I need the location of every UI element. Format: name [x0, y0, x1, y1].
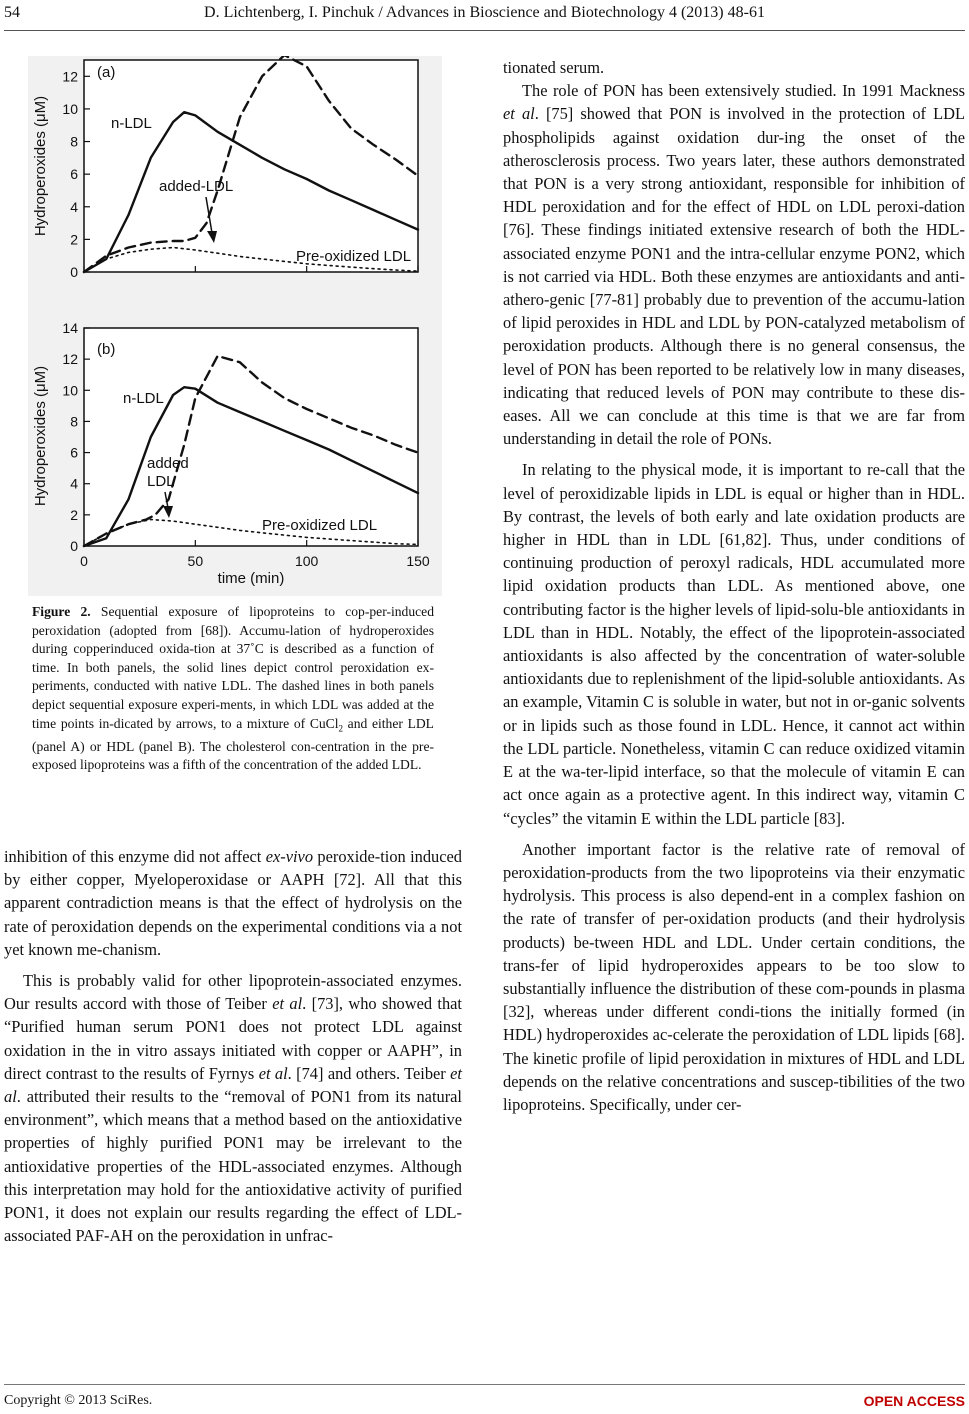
figure-caption	[32, 603, 434, 775]
right-paragraph-1: tionated serum.	[503, 58, 605, 77]
panel-b-label: (b)	[97, 341, 116, 358]
panel-b-nldl-label: n-LDL	[123, 390, 164, 407]
right-paragraph-2: The role of PON has been extensively studied. In 1991 Mackness et al. [75] showed that PON is involved in the protection of LDL phospholipids against oxidation dur-ing the onset of the atherosclerosis process. Two years later, these authors demonstrated that PON is a very strong antioxidant, responsible for inhibition of HDL peroxidation and for the effect of HDL on LDL peroxi-dation [76]. These findings initiated extensive research of both the HDL-associated enzyme PON1 and the intra-cellular enzyme PON2, which is not carried via HDL. Both these enzymes are antioxidants and anti-athero-genic [77-81] probably due to prevention of the accumu-lation of lipid peroxides in HDL and LDL by PON-catalyzed metabolism of peroxidation products. Although there is no general consensus, the level of PON has been reported to be relatively low in many diseases, indicating that reduced levels of PON may contribute to these dis-eases. All we can conclude at this time is that we are far from understanding in detail the role of PONs.	[503, 81, 966, 449]
panel-b-ytick-label: 8	[70, 413, 78, 430]
panel-a-ytick-label: 0	[70, 264, 78, 280]
panel-b-added-label-2: LDL	[147, 473, 175, 490]
panel-a-ytick-label: 2	[70, 231, 78, 248]
panel-a-nldl-label: n-LDL	[111, 115, 152, 132]
panel-b-ytick-label: 0	[70, 538, 78, 554]
panel-a-label: (a)	[97, 64, 116, 81]
left-column	[4, 845, 462, 1247]
page-number: 54	[4, 4, 20, 21]
figure-2	[28, 56, 442, 596]
x-tick-label: 100	[294, 553, 319, 569]
panel-a-preox-label: Pre-oxidized LDL	[296, 248, 412, 265]
open-access-label: OPEN ACCESS	[863, 1393, 965, 1409]
left-paragraph-1: inhibition of this enzyme did not affect ex-vivo peroxide-tion induced by either copper, Myeloperoxidase or AAPH [72]. All that this apparent contradiction means is that the effect of hydrolysis on the rate of peroxidation depends on the experimental conditions via a not yet known me-chanism.	[4, 847, 462, 959]
panel-b-ytick-label: 2	[70, 506, 78, 523]
right-column	[503, 56, 965, 1116]
panel-a-ytick-label: 8	[70, 133, 78, 150]
panel-b-ylabel: Hydroperoxides (μM)	[32, 365, 49, 507]
panel-a-ytick-label: 4	[70, 198, 78, 215]
panel-b-ytick-label: 14	[62, 320, 78, 336]
panel-b-added-label-1: added	[147, 455, 189, 472]
x-axis-label: time (min)	[217, 570, 285, 587]
figure-chart-svg	[28, 56, 442, 596]
panel-a-ytick-label: 12	[62, 68, 78, 85]
x-tick-label: 50	[187, 553, 204, 569]
panel-b-ytick-label: 6	[70, 444, 78, 461]
caption-label: Figure 2.	[32, 604, 91, 619]
panel-b-ytick-label: 4	[70, 475, 78, 492]
copyright: Copyright © 2013 SciRes.	[4, 1393, 153, 1408]
right-paragraph-4: Another important factor is the relative rate of removal of peroxidation-products from the two lipoproteins via their enzymatic hydrolysis. This process is also depend-ent in a complex fashion on the rate of transfer of per-oxidation products (and their hydrolysis products) be-tween HDL and LDL. Under certain conditions, the trans-fer of lipid hydroperoxides appears to be too slow to substantially influence the distribution of these com-pounds in plasma [32], whereas under different condi-tions the initially formed (in HDL) hydroperoxides ac-celerate the peroxidation of LDL lipids [68]. The kinetic profile of lipid peroxidation in mixtures of HDL and LDL depends on the relative concentrations and suscep-tibilities of the two lipoproteins. Specifically, under cer-	[503, 839, 965, 1114]
panel-a-ytick-label: 6	[70, 166, 78, 183]
left-paragraph-2: This is probably valid for other lipoprotein-associated enzymes. Our results accord with those of Teiber et al. [73], who showed that “Purified human serum PON1 does not protect LDL against oxidation in the in vitro assays initiated with copper or AAPH”, in direct contrast to the results of Fyrnys et al. [74] and others. Teiber et al. attributed their results to the “removal of PON1 from its natural environment”, which means that a method based on the antioxidative properties of highly purified PON1 may be irrelevant to the antioxidative properties of the HDL-associated enzymes. Although this interpretation may hold for the antioxidative activity of purified PON1, it does not explain our results regarding the effect of LDL-associated PAF-AH on the peroxidation in unfrac-	[4, 971, 462, 1246]
caption-text: Sequential exposure of lipoproteins to cop-per-induced peroxidation (adopted from [68]). Accumu-lation of hydroperoxides during copperinduced oxida-tion at 37˚C is described as a function of time. In both panels, the solid lines depict control peroxidation ex-periments, conducted with native LDL. The dashed lines in both panels depict sequential exposure experi-ments, in which LDL was added at the time points in-dicated by arrows, to a mixture of CuCl$_2$ and either LDL (panel A) or HDL (panel B). The cholesterol con-centration in the pre-exposed lipoproteins was a fifth of the concentration of the added LDL.	[32, 604, 435, 773]
panel-a-frame	[84, 60, 418, 272]
panel-b-ytick-label: 12	[62, 351, 78, 368]
panel-b-frame	[84, 328, 418, 546]
footer-rule	[4, 1384, 965, 1385]
x-tick-label: 0	[80, 553, 88, 569]
panel-b-ytick-label: 10	[62, 382, 78, 399]
panel-b-preox-label: Pre-oxidized LDL	[262, 517, 378, 534]
panel-a-ytick-label: 10	[62, 100, 78, 117]
panel-a-ylabel: Hydroperoxides (μM)	[32, 95, 49, 237]
right-paragraph-3: In relating to the physical mode, it is important to re-call that the level of peroxidizable lipids in LDL is equal or higher than in HDL. By contrast, the levels of both early and late oxidation products are higher in HDL than in LDL [61,82]. Thus, under conditions of continuing production of peroxyl radicals, HDL accumulated more lipid oxidation products than LDL. As mentioned above, one contributing factor is the higher levels of lipid-solu-ble antioxidants in LDL than in HDL. Notably, the effect of the lipoprotein-associated antioxidants is also affected by the concentration of water-soluble antioxidants due to replenishment of the lipid-soluble antioxidants. As an example, Vitamin C is soluble in water, but not in or-ganic solvents or in lipids such as those found in LDL. Hence, it cannot act within the LDL particle. Nonetheless, vitamin C can reduce oxidized vitamin E at the wa-ter-lipid interface, so that the molecule of vitamin E can act once again as a protective agent. In this indirect way, vitamin C “cycles” the vitamin E within the LDL particle [83].	[503, 460, 965, 828]
running-title: D. Lichtenberg, I. Pinchuk / Advances in Bioscience and Biotechnology 4 (2013) 48-61	[204, 4, 765, 21]
header-rule	[4, 30, 965, 31]
x-tick-label: 150	[406, 553, 430, 569]
panel-a-added-label: added-LDL	[159, 178, 234, 195]
